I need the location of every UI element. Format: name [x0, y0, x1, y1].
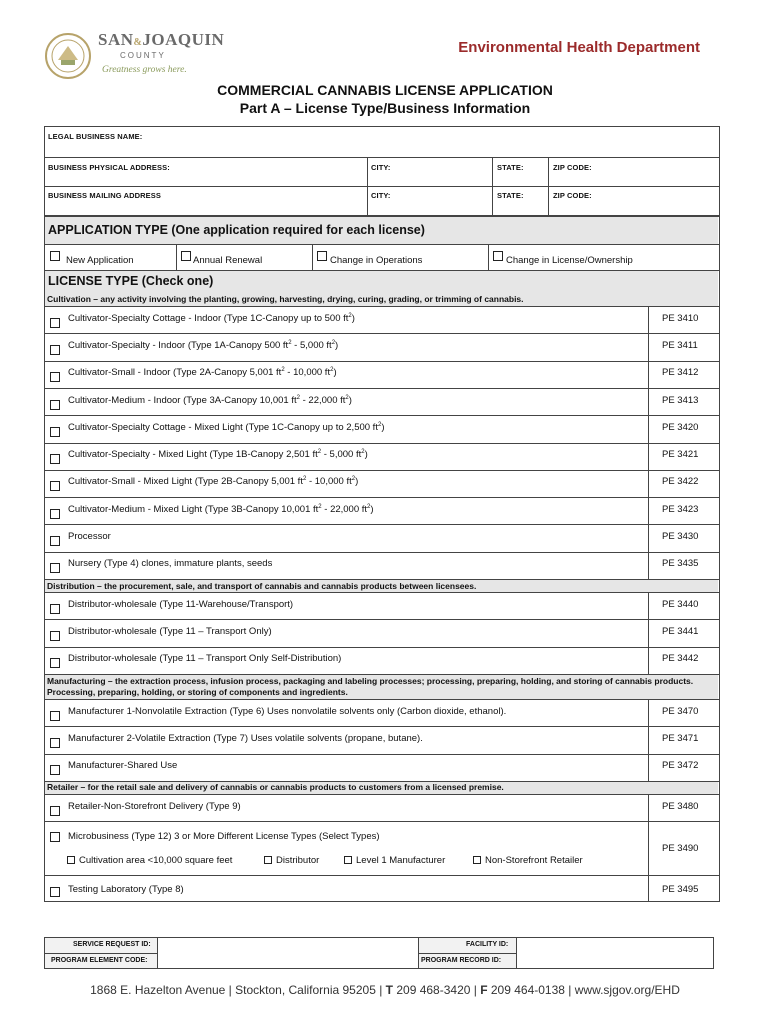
logo-name-1: SAN [98, 30, 134, 49]
cultivation-option-label-pre: Cultivator-Small - Indoor (Type 2A-Canopy 5,001 ft [68, 367, 282, 379]
cultivation-option-label-pre: Cultivator-Medium - Mixed Light (Type 3B-Canopy 10,001 ft [68, 503, 319, 515]
distribution-option-checkbox[interactable] [50, 604, 60, 614]
facility-id-input[interactable] [517, 938, 713, 968]
cultivation-option-label [68, 504, 374, 515]
divider [44, 699, 719, 700]
cultivation-option-label-post: ) [348, 394, 352, 406]
cultivation-option-label-sup: 2 [288, 339, 292, 346]
change-operations-label: Change in Operations [330, 255, 423, 266]
distribution-option-label: Distributor-wholesale (Type 11 – Transport Only) [68, 625, 272, 637]
retailer-option-checkbox[interactable] [50, 806, 60, 816]
cultivation-option-code: PE 3421 [662, 449, 699, 461]
business-info-section [44, 126, 720, 216]
micro-cultivation-label: Cultivation area <10,000 square feet [79, 855, 233, 866]
divider [312, 244, 313, 270]
cultivation-option-label-pre: Cultivator-Specialty Cottage - Indoor (Type 1C-Canopy up to 500 ft [68, 312, 349, 324]
divider [418, 937, 419, 969]
annual-renewal-label: Annual Renewal [193, 255, 263, 266]
cultivation-option-label [68, 422, 384, 433]
divider [488, 244, 489, 270]
row-divider [44, 647, 719, 648]
cultivation-option-code: PE 3420 [662, 421, 699, 433]
row-divider [44, 754, 719, 755]
logo-tagline: Greatness grows here. [102, 65, 187, 75]
change-ownership-label: Change in License/Ownership [506, 255, 633, 266]
distribution-option-label: Distributor-wholesale (Type 11-Warehouse/Transport) [68, 598, 294, 610]
cultivation-option-label [68, 367, 337, 378]
cultivation-option-label-pre: Cultivator-Small - Mixed Light (Type 2B-Canopy 5,001 ft [68, 476, 303, 488]
manufacturing-option-code: PE 3471 [662, 732, 699, 744]
mailing-city-field[interactable]: CITY: [371, 191, 391, 200]
divider [548, 157, 549, 216]
micro-distributor-checkbox[interactable] [264, 856, 272, 864]
cultivation-option-label-post: ) [351, 312, 355, 324]
cultivation-option-label-sup: 2 [377, 421, 382, 428]
cultivation-option-checkbox[interactable] [50, 536, 60, 546]
cultivation-option-code: PE 3422 [662, 476, 699, 488]
retailer-option-code: PE 3480 [662, 800, 699, 812]
cultivation-option-checkbox[interactable] [50, 454, 60, 464]
footer-t-label: T [385, 983, 394, 997]
micro-distributor-label: Distributor [276, 855, 320, 866]
cultivation-option-code: PE 3412 [662, 367, 699, 379]
new-application-checkbox[interactable] [50, 251, 60, 261]
cultivation-option-label-mid: - 22,000 ft [299, 394, 346, 406]
cultivation-option-label-sup: 2 [348, 312, 352, 319]
micro-retailer-label: Non-Storefront Retailer [485, 855, 583, 866]
physical-city-field[interactable]: CITY: [371, 163, 391, 172]
cultivation-option-label-sup2: 2 [331, 339, 336, 346]
retailer-option-label: Retailer-Non-Storefront Delivery (Type 9) [68, 800, 241, 812]
cultivation-option-label-sup2: 2 [330, 367, 334, 374]
microbusiness-code: PE 3490 [662, 843, 699, 854]
application-type-title: APPLICATION TYPE (One application required for each license) [48, 223, 425, 237]
code-column-divider [648, 699, 649, 781]
divider [367, 157, 368, 216]
microbusiness-checkbox[interactable] [50, 832, 60, 842]
cultivation-option-label [68, 395, 352, 406]
cultivation-option-label-post: ) [370, 503, 374, 515]
micro-manufacturer-label: Level 1 Manufacturer [356, 855, 446, 866]
cultivation-option-label-post: ) [333, 367, 337, 379]
cultivation-option-code: PE 3430 [662, 531, 699, 543]
distribution-description: Distribution – the procurement, sale, and transport of cannabis and cannabis products between licensees. [47, 581, 477, 591]
physical-zip-field[interactable]: ZIP CODE: [553, 163, 592, 172]
cultivation-option-label-post: ) [335, 340, 339, 352]
divider [44, 244, 719, 245]
mailing-zip-field[interactable]: ZIP CODE: [553, 191, 592, 200]
cultivation-option-code: PE 3435 [662, 558, 699, 570]
row-divider [44, 497, 719, 498]
distribution-option-checkbox[interactable] [50, 631, 60, 641]
code-column-divider [648, 306, 649, 579]
department-name: Environmental Health Department [458, 39, 700, 56]
microbusiness-label: Microbusiness (Type 12) 3 or More Different License Types (Select Types) [68, 831, 380, 842]
form-title: COMMERCIAL CANNABIS LICENSE APPLICATION [217, 82, 553, 98]
cultivation-option-checkbox[interactable] [50, 427, 60, 437]
manufacturing-option-label: Manufacturer 2-Volatile Extraction (Type 7) Uses volatile solvents (propane, butane). [68, 732, 423, 744]
footer-address: 1868 E. Hazelton Avenue | Stockton, California 95205 | [90, 983, 386, 997]
distribution-option-code: PE 3442 [662, 653, 699, 665]
cultivation-option-code: PE 3423 [662, 503, 699, 515]
cultivation-option-label-pre: Cultivator-Specialty Cottage - Mixed Light (Type 1C-Canopy up to 2,500 ft [68, 422, 378, 433]
cultivation-option-label-sup: 2 [318, 503, 322, 510]
row-divider [44, 524, 719, 525]
manufacturing-option-checkbox[interactable] [50, 711, 60, 721]
micro-manufacturer-checkbox[interactable] [344, 856, 352, 864]
cultivation-option-checkbox[interactable] [50, 509, 60, 519]
physical-address-field[interactable]: BUSINESS PHYSICAL ADDRESS: [48, 163, 170, 172]
manufacturing-option-code: PE 3472 [662, 760, 699, 772]
manufacturing-description: Manufacturing – the extraction process, infusion process, packaging and labeling processes; processing, preparing, holding, and storing of cannabis products. Processing, preparing, holding, or storing of components and ingredients. [47, 676, 694, 697]
divider [44, 592, 719, 593]
cultivation-option-checkbox[interactable] [50, 400, 60, 410]
distribution-option-label: Distributor-wholesale (Type 11 – Transport Only Self-Distribution) [68, 653, 342, 665]
legal-business-name-field[interactable]: LEGAL BUSINESS NAME: [48, 132, 143, 141]
program-record-label: PROGRAM RECORD ID: [421, 957, 502, 964]
cultivation-option-checkbox[interactable] [50, 372, 60, 382]
license-type-title: LICENSE TYPE (Check one) [48, 274, 214, 288]
distribution-option-code: PE 3440 [662, 598, 699, 610]
cultivation-option-label-post: ) [364, 449, 368, 461]
divider [44, 875, 719, 876]
divider [44, 821, 719, 822]
service-request-label: SERVICE REQUEST ID: [73, 941, 151, 948]
cultivation-option-label-mid: - 10,000 ft [306, 476, 352, 488]
divider [44, 186, 719, 187]
cultivation-option-label-sup2: 2 [361, 449, 365, 456]
cultivation-option-label [68, 558, 272, 569]
row-divider [44, 415, 719, 416]
row-divider [44, 552, 719, 553]
row-divider [44, 361, 719, 362]
physical-state-field[interactable]: STATE: [497, 163, 524, 172]
cultivation-option-label [68, 313, 355, 324]
cultivation-option-label-sup2: 2 [351, 476, 356, 483]
form-subtitle: Part A – License Type/Business Information [239, 100, 531, 116]
footer-phone: 209 468-3420 | [393, 983, 481, 997]
cultivation-option-label-mid: - 5,000 ft [291, 340, 332, 352]
cultivation-option-code: PE 3410 [662, 312, 699, 324]
footer-contact [0, 983, 770, 997]
cultivation-option-label-post: ) [381, 422, 385, 433]
cultivation-option-code: PE 3411 [662, 339, 698, 351]
manufacturing-option-label: Manufacturer-Shared Use [68, 760, 178, 772]
micro-retailer-checkbox[interactable] [473, 856, 481, 864]
cultivation-option-label-mid: - 5,000 ft [321, 449, 362, 461]
change-operations-checkbox[interactable] [317, 251, 327, 261]
footer-f-label: F [480, 983, 488, 997]
manufacturing-option-label: Manufacturer 1-Nonvolatile Extraction (Type 6) Uses nonvolatile solvents only (Carbon dioxide, ethanol). [68, 705, 507, 717]
cultivation-option-label-mid: - 22,000 ft [321, 503, 368, 515]
manufacturing-option-code: PE 3470 [662, 705, 699, 717]
mailing-state-field[interactable]: STATE: [497, 191, 524, 200]
county-logo: SAN&JOAQUIN COUNTY Greatness grows here. [44, 30, 204, 82]
logo-name-2: JOAQUIN [142, 30, 225, 49]
mailing-address-field[interactable]: BUSINESS MAILING ADDRESS [48, 191, 161, 200]
cultivation-option-label [68, 531, 111, 542]
divider [44, 794, 719, 795]
cultivation-option-label-pre: Cultivator-Specialty - Indoor (Type 1A-Canopy 500 ft [68, 340, 289, 352]
cultivation-option-label-mid: - 10,000 ft [284, 367, 331, 379]
program-element-label: PROGRAM ELEMENT CODE: [51, 957, 148, 964]
cultivation-option-label-post: ) [355, 476, 359, 488]
cultivation-option-label-pre: Cultivator-Specialty - Mixed Light (Type 1B-Canopy 2,501 ft [68, 449, 318, 461]
cultivation-option-code: PE 3413 [662, 394, 699, 406]
testing-lab-code: PE 3495 [662, 884, 699, 895]
cultivation-option-label-sup: 2 [317, 449, 322, 456]
row-divider [44, 619, 719, 620]
cultivation-option-label [68, 449, 368, 460]
cultivation-option-label-sup: 2 [302, 476, 307, 483]
service-request-input[interactable] [158, 938, 418, 968]
cultivation-option-label-sup: 2 [281, 367, 285, 374]
new-application-label: New Application [66, 255, 134, 266]
footer-fax-web: 209 464-0138 | www.sjgov.org/EHD [487, 983, 680, 997]
cultivation-option-checkbox[interactable] [50, 563, 60, 573]
distribution-option-checkbox[interactable] [50, 658, 60, 668]
row-divider [44, 726, 719, 727]
divider [44, 157, 719, 158]
manufacturing-option-checkbox[interactable] [50, 765, 60, 775]
divider [492, 157, 493, 216]
row-divider [44, 443, 719, 444]
divider [176, 244, 177, 270]
testing-lab-checkbox[interactable] [50, 887, 60, 897]
cultivation-option-label-pre: Cultivator-Medium - Indoor (Type 3A-Canopy 10,001 ft [68, 394, 297, 406]
row-divider [44, 388, 719, 389]
row-divider [44, 470, 719, 471]
micro-cultivation-checkbox[interactable] [67, 856, 75, 864]
facility-label: FACILITY ID: [466, 941, 509, 948]
cultivation-option-label-pre: Nursery (Type 4) clones, immature plants, seeds [68, 558, 273, 570]
retailer-description: Retailer – for the retail sale and delivery of cannabis or cannabis products to customers from a licensed premise. [47, 782, 504, 792]
distribution-option-code: PE 3441 [662, 625, 699, 637]
cultivation-option-label-sup2: 2 [345, 394, 349, 401]
divider [44, 306, 719, 307]
logo-county: COUNTY [120, 51, 166, 60]
manufacturing-option-checkbox[interactable] [50, 738, 60, 748]
cultivation-option-checkbox[interactable] [50, 481, 60, 491]
cultivation-option-label [68, 340, 338, 351]
testing-lab-label: Testing Laboratory (Type 8) [68, 884, 184, 895]
code-column-divider [648, 592, 649, 674]
cultivation-description: Cultivation – any activity involving the planting, growing, harvesting, drying, curing, grading, or trimming of cannabis. [47, 294, 524, 304]
annual-renewal-checkbox[interactable] [181, 251, 191, 261]
cultivation-option-label [68, 476, 358, 487]
cultivation-option-label-sup: 2 [296, 394, 300, 401]
cultivation-option-checkbox[interactable] [50, 345, 60, 355]
cultivation-option-label-pre: Processor [68, 531, 111, 543]
code-column-divider [648, 794, 649, 902]
cultivation-option-checkbox[interactable] [50, 318, 60, 328]
cultivation-option-label-sup2: 2 [367, 503, 371, 510]
row-divider [44, 333, 719, 334]
change-ownership-checkbox[interactable] [493, 251, 503, 261]
